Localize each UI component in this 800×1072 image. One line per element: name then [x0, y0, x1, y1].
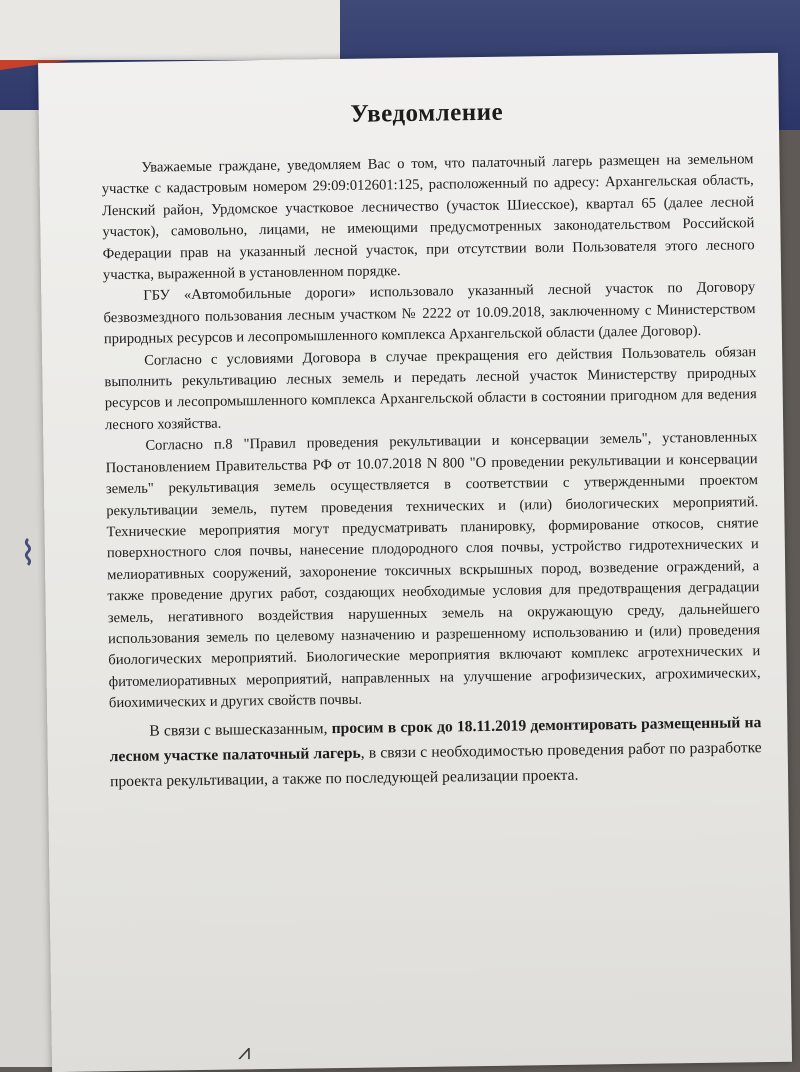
paragraph-2: ГБУ «Автомобильные дороги» использовало указанный лесной участок по Договору безвозмездного пользования лесным участком № 2222 от 10.09.2018, заключенному с Министерством природных ресурсов и лесопромышленного комплекса Архангельской области (далее Договор).	[103, 279, 756, 348]
paragraph-5-start: В связи с вышесказанным,	[149, 719, 328, 740]
document-title: Уведомление	[350, 98, 504, 128]
background-sheet	[0, 0, 340, 60]
paragraph-5-end: , в связи с необходимостью проведения работ по разработке проекта рекультивации, а также по последующей реализации проекта.	[109, 738, 762, 790]
paragraph-4: Согласно п.8 "Правил проведения рекультивации и консервации земель", установленных Постановлением Правительства РФ от 10.07.2018 N 800 "О проведении рекультивации и консервации земель" рекультивация земель осуществляется в соответствии с утвержденными проектом рекультивации земель, путем проведения технических и (или) биологических мероприятий. Технические мероприятия могут предусматривать планировку, формирование откосов, снятие поверхностного слоя почвы, нанесение плодородного слоя почвы, устройство гидротехнических и мелиоративных сооружений, захоронение токсичных вскрышных пород, возведение ограждений, а также проведение других работ, создающих необходимые условия для предотвращения деградации земель, негативного воздействия нарушенных земель на окружающую среду, дальнейшего использования земель по целевому назначению и разрешенному использованию и (или) проведения биологических мероприятий. Биологические мероприятия включают комплекс агротехнических и фитомелиоративных мероприятий, направленных на улучшение агрофизических, агрохимических, биохимических и других свойств почвы.	[105, 429, 761, 712]
handwriting-scribble-icon: ⌇	[8, 530, 48, 570]
notice-sheet	[38, 53, 792, 1072]
notice-content	[101, 95, 763, 794]
paragraph-5-demand: просим в срок до 18.11.2019 демонтировать размещенный на лесном участке палаточный лагерь	[109, 713, 762, 765]
paragraph-1: Уважаемые граждане, уведомляем Вас о том, что палаточный лагерь размещен на земельном участке с кадастровым номером 29:09:012601:125, расположенный по адресу: Архангельская область, Ленский район, Урдомское участковое лесничество (участок Шиесское), квартал 65 (далее лесной участок), самовольно, лицами, не имеющими предусмотренных законодательством Российской Федерации прав на указанный лесной участок, при отсутствии воли Пользователя этого лесного участка, выраженной в установленном порядке.	[101, 151, 755, 284]
paragraph-5	[109, 710, 762, 794]
paragraph-3: Согласно с условиями Договора в случае прекращения его действия Пользователь обязан выполнить рекультивацию лесных земель и передать лесной участок Министерству природных ресурсов и лесопромышленного комплекса Архангельской области в состоянии пригодном для ведения лесного хозяйства.	[104, 343, 757, 434]
bottom-handwritten-mark-icon: ⩘	[238, 1040, 251, 1065]
